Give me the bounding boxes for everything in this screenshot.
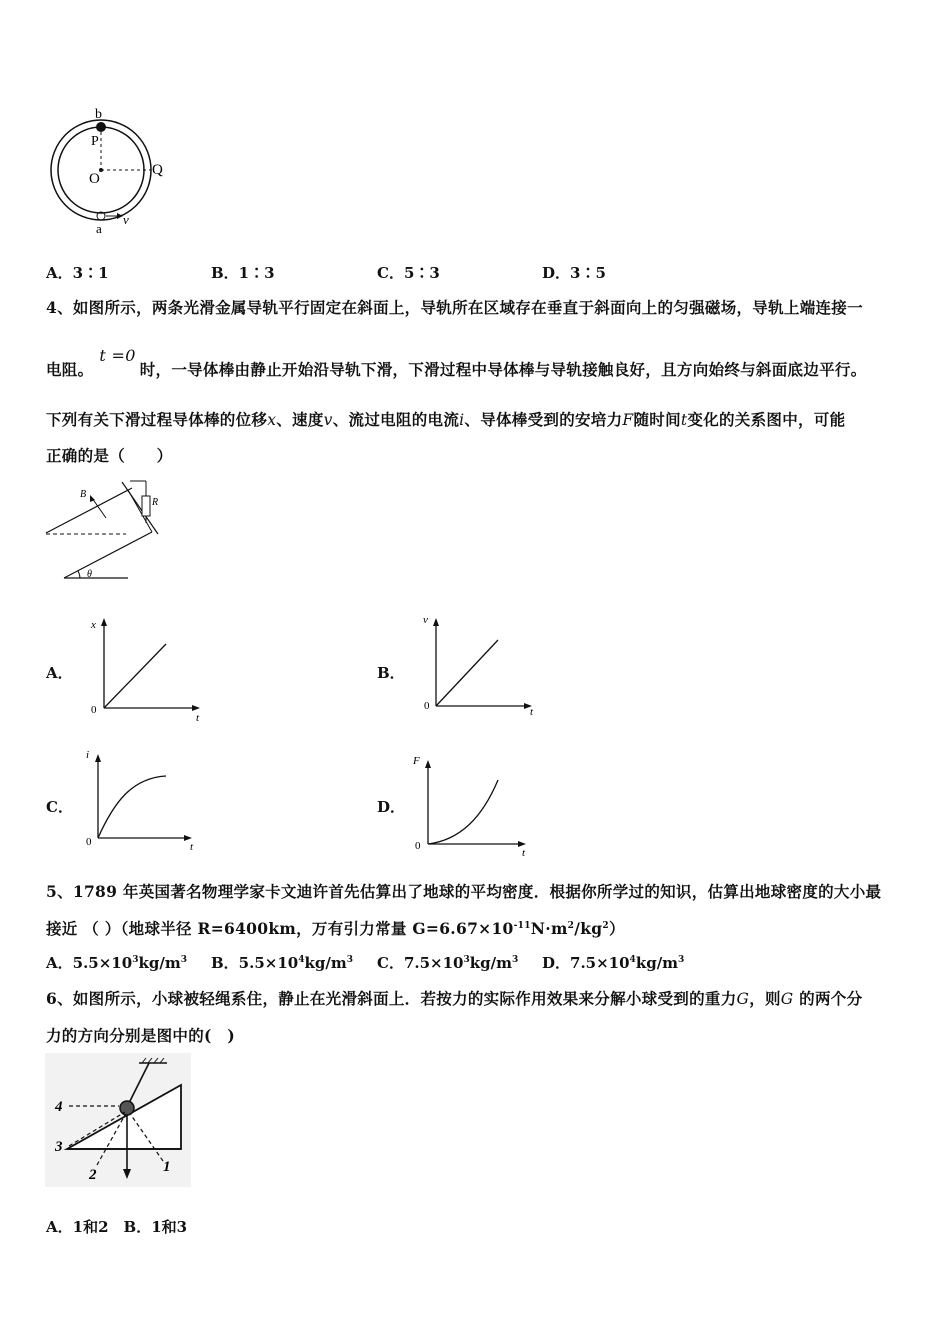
- svg-text:0: 0: [415, 840, 421, 852]
- q3-option-b[interactable]: B．1∶3: [211, 264, 275, 282]
- label-a: a: [96, 221, 102, 236]
- q6-stem-line1: 6、如图所示，小球被轻绳系住，静止在光滑斜面上．若按力的实际作用效果来分解小球受到的重力G，则G 的两个分: [46, 989, 863, 1008]
- q6-options[interactable]: A．1和2 B．1和3: [46, 1218, 188, 1236]
- svg-text:t: t: [522, 847, 526, 859]
- q3-option-d[interactable]: D．3∶5: [542, 264, 606, 282]
- q4-stem-line2: 电阻。t =0时，一导体棒由静止开始沿导轨下滑，下滑过程中导体棒与导轨接触良好，且方向始终与斜面底边平行。: [46, 346, 867, 379]
- q5-option-c[interactable]: C．$7.5\times 10^3kg/m^3$: [377, 954, 519, 972]
- svg-text:t: t: [530, 706, 534, 718]
- label-1: 1: [163, 1159, 171, 1175]
- label-3: 3: [55, 1139, 63, 1155]
- q4-option-b[interactable]: B．: [377, 664, 405, 682]
- label-theta: θ: [87, 569, 92, 580]
- ball-b: [96, 122, 106, 132]
- label-2: 2: [89, 1167, 97, 1183]
- svg-text:t: t: [196, 712, 200, 724]
- svg-text:t: t: [190, 841, 194, 853]
- svg-text:v: v: [423, 614, 428, 626]
- q4-stem-line3: 下列有关下滑过程导体棒的位移x、速度v、流过电阻的电流i、导体棒受到的安培力F随时间t变化的关系图中，可能: [46, 410, 846, 429]
- q5-option-a[interactable]: A．$5.5\times 10^3kg/m^3$: [46, 954, 187, 972]
- label-4: 4: [55, 1099, 63, 1115]
- svg-text:0: 0: [91, 704, 97, 716]
- q4-stem-line1: 4、如图所示，两条光滑金属导轨平行固定在斜面上，导轨所在区域存在垂直于斜面向上的匀强磁场，导轨上端连接一: [46, 298, 863, 317]
- label-o: O: [89, 171, 100, 187]
- q4-option-d[interactable]: D．: [377, 798, 406, 816]
- q5-option-b[interactable]: B．$5.5\times 10^4kg/m^3$: [211, 954, 353, 972]
- graph-a: [86, 612, 216, 724]
- graph-d: [410, 748, 540, 860]
- q5-stem-line1: 5、1789 年英国著名物理学家卡文迪许首先估算出了地球的平均密度．根据你所学过的知识，估算出地球密度的大小最: [46, 882, 882, 901]
- svg-text:0: 0: [424, 700, 430, 712]
- ball-on-incline-figure: [45, 1053, 191, 1187]
- q6-stem-line2: 力的方向分别是图中的( ): [46, 1026, 236, 1045]
- svg-text:0: 0: [86, 836, 92, 848]
- q5-option-d[interactable]: D．$7.5\times 10^4kg/m^3$: [542, 954, 685, 972]
- svg-text:x: x: [91, 619, 96, 631]
- label-B: B: [80, 489, 87, 500]
- svg-text:i: i: [86, 749, 90, 761]
- q3-option-a[interactable]: A．3∶1: [46, 264, 109, 282]
- label-R: R: [152, 497, 159, 508]
- label-q: Q: [152, 162, 163, 178]
- q4-stem-line4: 正确的是（ ）: [46, 446, 173, 465]
- graph-b: [418, 610, 548, 722]
- q5-stem-line2: 接近 （ ）（地球半径 R=6400km，万有引力常量 $G=6.67\times 10^{-11}N\cdot m^2/kg^2$）: [46, 919, 625, 938]
- incline-rail-figure: [44, 478, 174, 586]
- label-b: b: [95, 107, 102, 122]
- q3-option-c[interactable]: C．5∶3: [377, 264, 440, 282]
- label-v: v: [123, 212, 129, 227]
- q4-option-a[interactable]: A．: [46, 664, 73, 682]
- q4-option-c[interactable]: C．: [46, 798, 73, 816]
- label-p: P: [91, 134, 99, 149]
- ring-figure: [44, 100, 174, 240]
- t-zero-formula: t =0: [99, 346, 136, 365]
- svg-text:F: F: [413, 755, 420, 767]
- graph-c: [80, 742, 210, 854]
